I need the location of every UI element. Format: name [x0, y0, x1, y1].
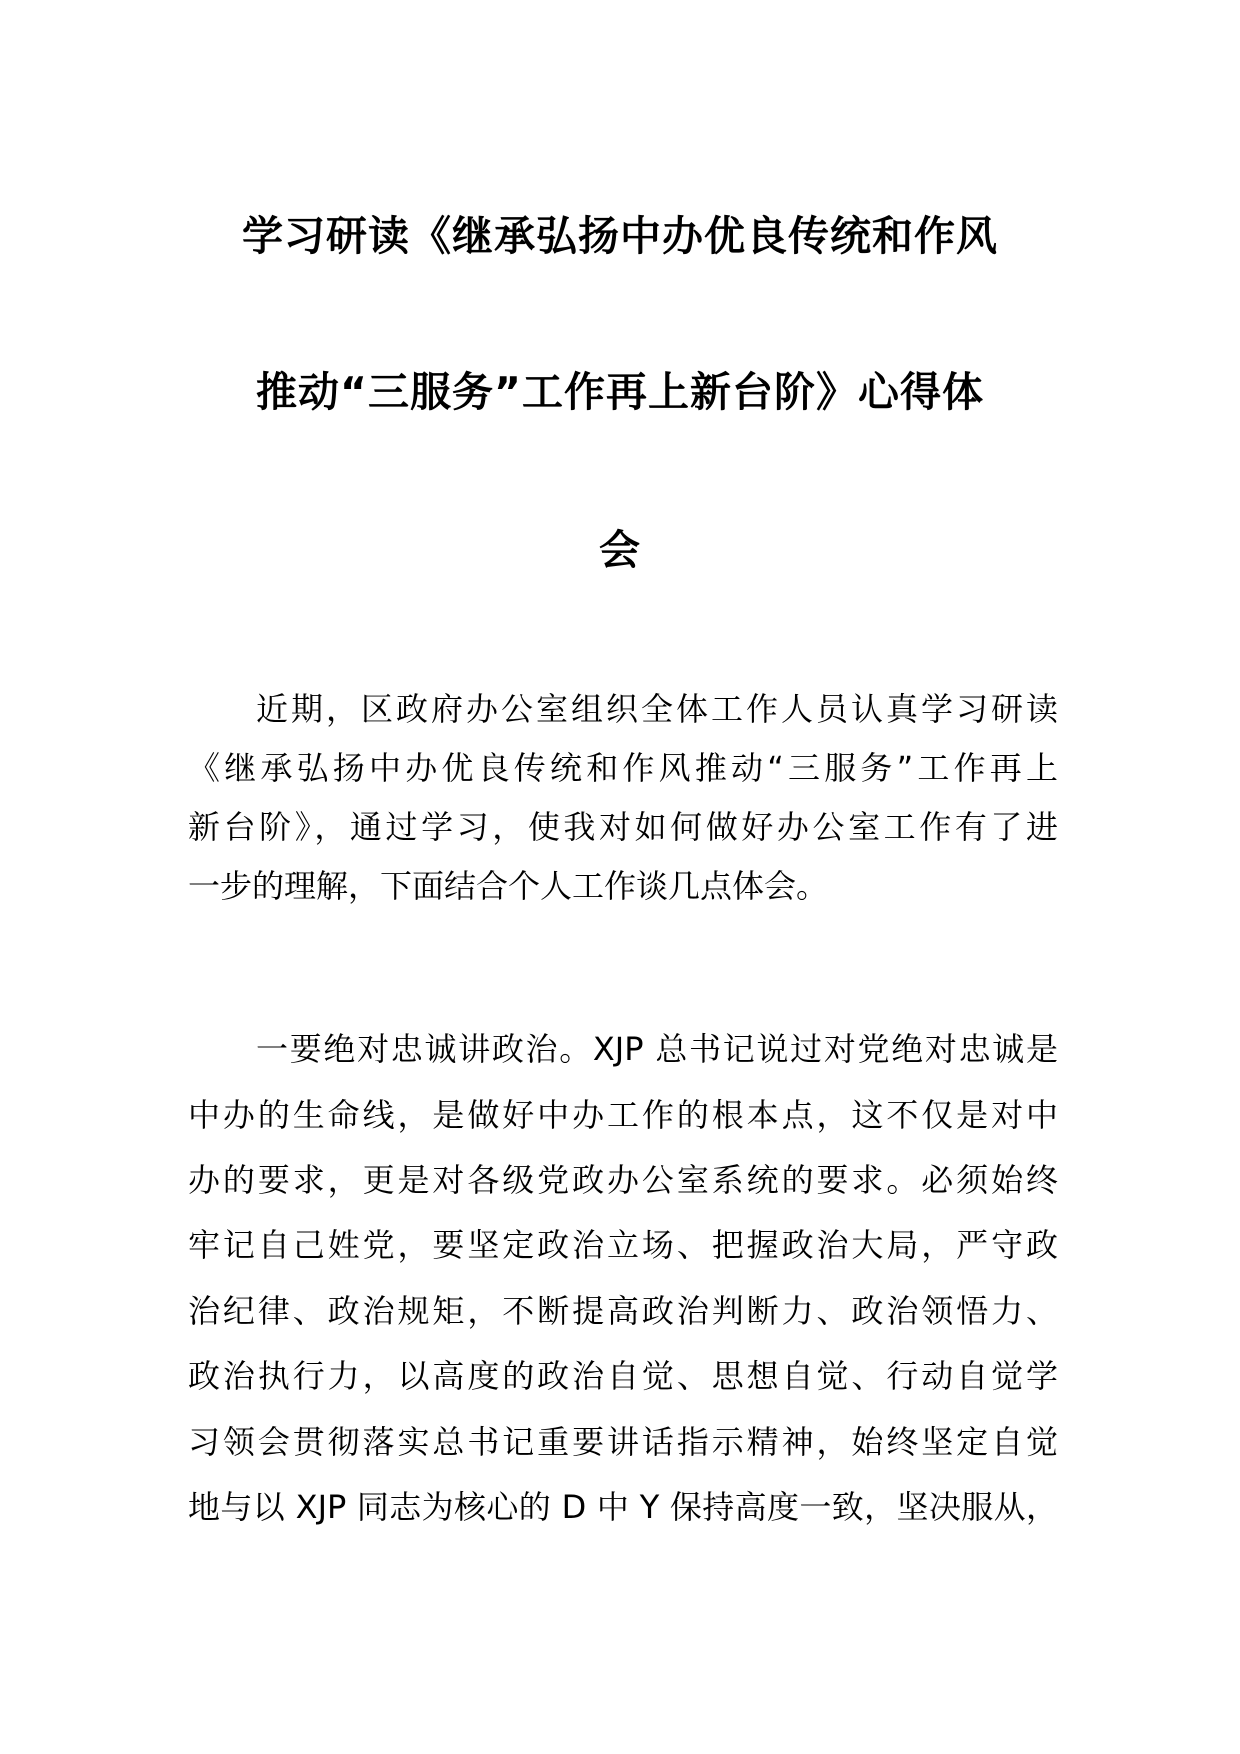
paragraph-2-line-2: 中办的生命线，是做好中办工作的根本点，这不仅是对中 [188, 1096, 1058, 1134]
paragraph-1-line-4: 一步的理解，下面结合个人工作谈几点体会。 [188, 867, 829, 905]
paragraph-2-line-1: 一要绝对忠诚讲政治。XJP 总书记说过对党绝对忠诚是 [256, 1030, 1058, 1068]
paragraph-2-line-5: 治纪律、政治规矩，不断提高政治判断力、政治领悟力、 [188, 1292, 1058, 1330]
paragraph-2-line-6: 政治执行力，以高度的政治自觉、思想自觉、行动自觉学 [188, 1357, 1058, 1395]
paragraph-1-line-2: 《继承弘扬中办优良传统和作风推动“三服务”工作再上 [188, 749, 1058, 787]
paragraph-2-line-8: 地与以 XJP 同志为核心的 D 中 Y 保持高度一致，坚决服从， [188, 1488, 1058, 1526]
paragraph-1-line-3: 新台阶》，通过学习，使我对如何做好办公室工作有了进 [188, 808, 1058, 846]
paragraph-2-line-7: 习领会贯彻落实总书记重要讲话指示精神，始终坚定自觉 [188, 1423, 1058, 1461]
document-title-line-3: 会 [599, 526, 641, 574]
paragraph-2-line-4: 牢记自己姓党，要坚定政治立场、把握政治大局，严守政 [188, 1226, 1058, 1264]
paragraph-2-line-3: 办的要求，更是对各级党政办公室系统的要求。必须始终 [188, 1161, 1058, 1199]
paragraph-1-line-1: 近期，区政府办公室组织全体工作人员认真学习研读 [256, 690, 1058, 728]
document-title-line-1: 学习研读《继承弘扬中办优良传统和作风 [242, 212, 998, 260]
document-title-line-2: 推动“三服务”工作再上新台阶》心得体 [256, 368, 984, 416]
